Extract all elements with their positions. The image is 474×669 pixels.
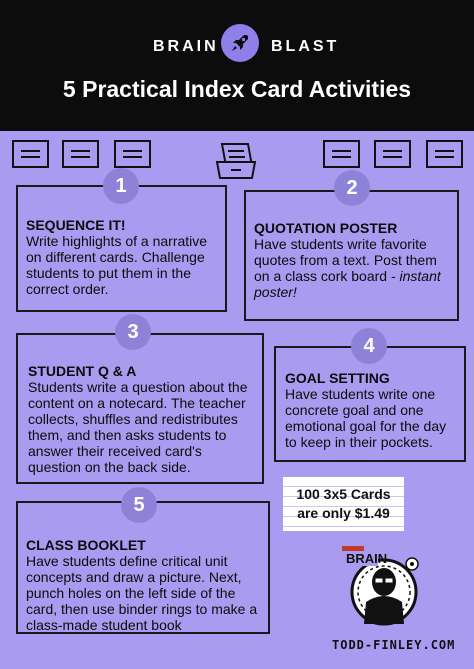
activity-title: QUOTATION POSTER bbox=[254, 220, 398, 236]
brand-name-right: BLAST bbox=[271, 38, 340, 55]
activity-number-badge: 2 bbox=[334, 170, 370, 206]
activity-description: Write highlights of a narrative on different cards. Challenge students to put them in the correct order. bbox=[26, 233, 208, 297]
index-card-icon bbox=[12, 140, 49, 168]
badge-text: BRAIN bbox=[346, 551, 388, 566]
activity-title: STUDENT Q & A bbox=[28, 363, 137, 379]
activity-number-badge: 4 bbox=[351, 328, 387, 364]
index-card-icon bbox=[323, 140, 360, 168]
brain-character-badge-icon bbox=[336, 542, 424, 634]
activity-description: Have students write one concrete goal and one emotional goal for the day to keep in their pockets. bbox=[285, 386, 447, 450]
activity-description: Students write a question about the content on a notecard. The teacher collects, shuffles and redistributes them, and then asks students to answer their received card's question on the back side. bbox=[28, 379, 248, 475]
promo-line-2: are only $1.49 bbox=[297, 505, 390, 521]
activity-card-student-qa bbox=[16, 333, 264, 484]
rocket-icon bbox=[221, 24, 259, 62]
activity-description: Have students define critical unit concepts and draw a picture. Next, punch holes on the left side of the card, then use binder rings to make a class-made student book bbox=[26, 553, 258, 633]
index-card-icon bbox=[114, 140, 151, 168]
activity-emphasis: instant poster! bbox=[254, 268, 441, 300]
activity-number-badge: 5 bbox=[121, 487, 157, 523]
header-banner bbox=[0, 0, 474, 131]
price-promo-card bbox=[283, 477, 404, 531]
activity-title: GOAL SETTING bbox=[285, 370, 390, 386]
activity-title: CLASS BOOKLET bbox=[26, 537, 146, 553]
footer-website-link[interactable]: TODD-FINLEY.COM bbox=[332, 638, 456, 652]
brand-name-left: BRAIN bbox=[153, 38, 219, 55]
index-card-icon bbox=[62, 140, 99, 168]
activity-card-quotation-poster bbox=[244, 190, 459, 321]
activity-title: SEQUENCE IT! bbox=[26, 217, 126, 233]
activity-card-sequence-it bbox=[16, 185, 227, 312]
activity-number-badge: 1 bbox=[103, 168, 139, 204]
card-file-box-icon bbox=[214, 140, 258, 182]
activity-number-badge: 3 bbox=[115, 314, 151, 350]
activity-description: Have students write favorite quotes from a text. Post them on a class cork board - instant poster! bbox=[254, 236, 441, 300]
promo-line-1: 100 3x5 Cards bbox=[296, 486, 391, 502]
index-card-icon bbox=[426, 140, 463, 168]
index-card-icon bbox=[374, 140, 411, 168]
page-title: 5 Practical Index Card Activities bbox=[62, 76, 412, 102]
